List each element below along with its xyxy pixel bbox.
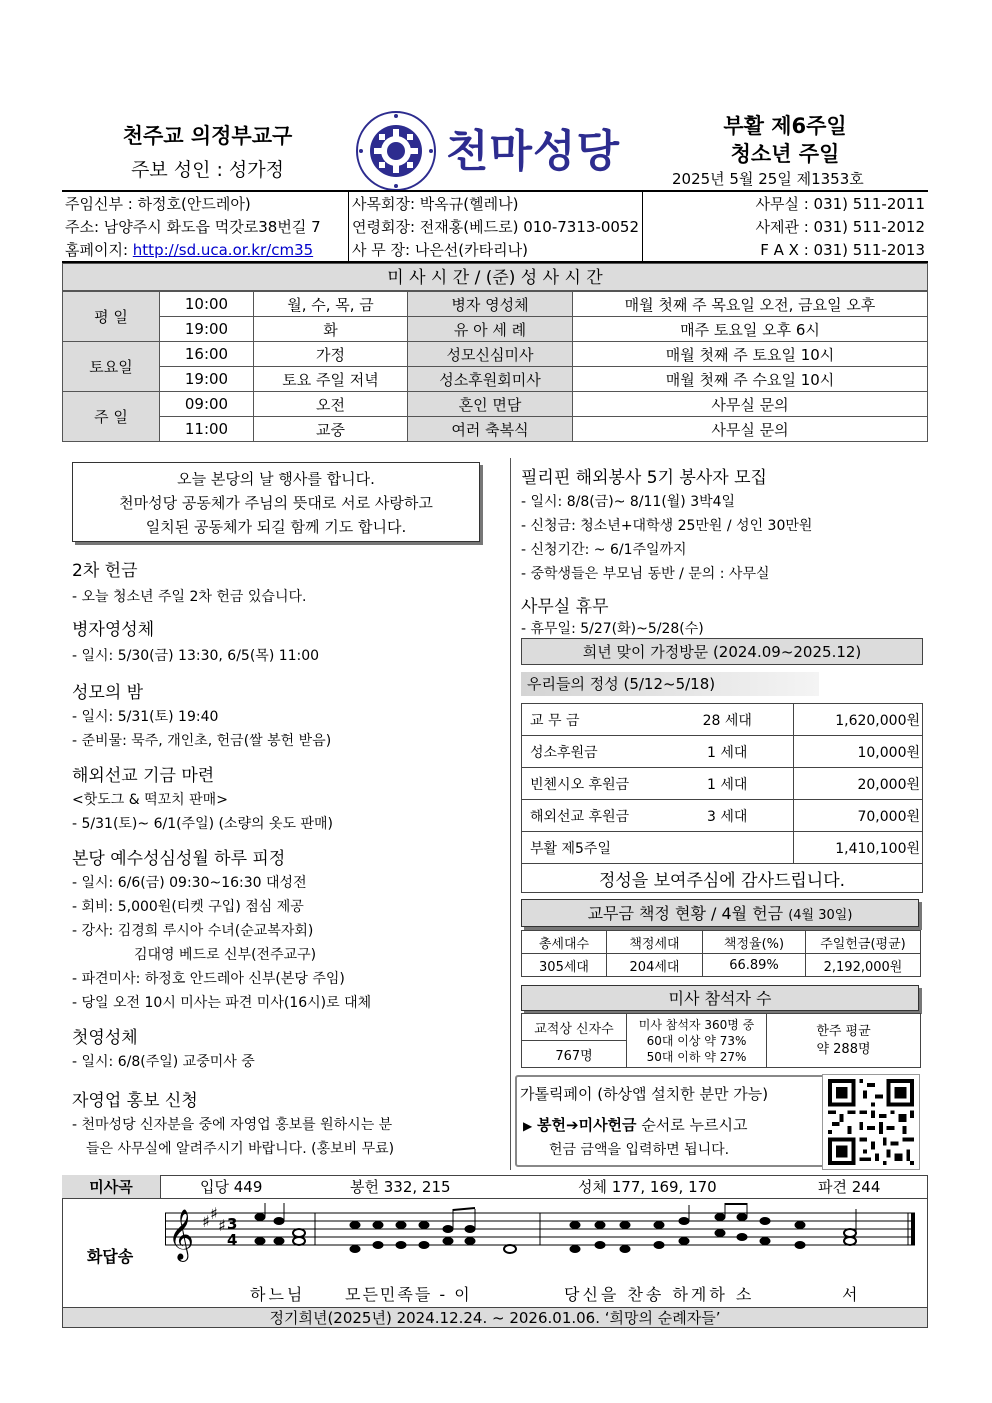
- list-item: - 파견미사: 하정호 안드레아 신부(본당 주임): [72, 971, 345, 987]
- svg-text:4: 4: [227, 1231, 238, 1249]
- giving-count: 28 세대: [662, 704, 794, 736]
- sacrament-name: 성소후원회미사: [408, 367, 573, 392]
- homepage: [62, 238, 349, 262]
- mass-time: 09:00: [160, 392, 254, 417]
- address: 주소: 남양주시 화도읍 먹갓로38번길 7: [62, 215, 349, 238]
- fax-number: F A X : 031) 511-2013: [760, 240, 925, 259]
- table-header: 총세대수: [522, 931, 607, 954]
- attendance-line: 미사 참석자 360명 중: [638, 1017, 755, 1032]
- table-row: [522, 1014, 921, 1041]
- table-cell: 2,192,000원: [806, 954, 921, 977]
- giving-table: [521, 703, 923, 893]
- mass-offering-term: 미사헌금: [578, 1116, 637, 1134]
- participants-table: [521, 1013, 921, 1068]
- table-row: [522, 832, 923, 864]
- mass-schedule-table: [62, 291, 928, 442]
- mass-time: 19:00: [160, 317, 254, 342]
- catholic-pay-title: 가톨릭페이 (하상앱 설치한 분만 가능): [520, 1085, 769, 1103]
- table-cell: 305세대: [522, 954, 607, 977]
- weekly-average: [767, 1014, 921, 1068]
- homepage-link[interactable]: http://sd.uca.or.kr/cm35: [132, 241, 314, 259]
- hymn-numbers-row: [62, 1175, 928, 1199]
- rectory-phone: 사제관 : 031) 511-2012: [755, 218, 925, 236]
- sacrament-time: 매월 첫째 주 목요일 오전, 금요일 오후: [573, 292, 928, 317]
- psalm-lyric: 당신을 찬송 하게하 소: [564, 1285, 755, 1304]
- communion-hymn: 성체 177, 169, 170: [578, 1178, 717, 1196]
- list-item: - 중학생들은 부모님 동반 / 문의 : 사무실: [521, 566, 770, 582]
- svg-text:3: 3: [227, 1215, 238, 1233]
- list-item: - 신청기간: ~ 6/1주일까지: [521, 542, 687, 558]
- issue-date-number: 2025년 5월 25일 제1353호: [672, 170, 864, 188]
- dues-status-table: [521, 930, 921, 977]
- left-column-notices: [72, 556, 492, 1161]
- giving-name: 교 무 금: [522, 704, 662, 736]
- table-row: [63, 367, 928, 392]
- table-header: 주일헌금(평균): [806, 931, 921, 954]
- list-item: - 신청금: 청소년+대학생 25만원 / 성인 30만원: [521, 518, 813, 534]
- giving-name: 빈첸시오 후원금: [522, 768, 662, 800]
- instruction-rest: 순서로 누르시고: [636, 1116, 748, 1134]
- table-row: [522, 864, 923, 893]
- list-item: - 일시: 5/30(금) 13:30, 6/5(목) 11:00: [72, 648, 320, 664]
- sacrament-name: 혼인 면담: [408, 392, 573, 417]
- dues-status-title: [521, 899, 919, 927]
- list-item: - 오늘 청소년 주일 2차 헌금 있습니다.: [72, 589, 307, 605]
- giving-title: 우리들의 정성 (5/12~5/18): [521, 672, 819, 696]
- sunday-theme: 청소년 주일: [730, 142, 840, 166]
- table-row: [522, 768, 923, 800]
- right-column-notices: [521, 463, 926, 641]
- svg-text:𝄞: 𝄞: [168, 1209, 195, 1260]
- parish-day-notice: [72, 462, 480, 542]
- weekday-label: 평 일: [63, 292, 160, 342]
- svg-text:♯: ♯: [210, 1204, 218, 1223]
- attendance-breakdown: [627, 1014, 767, 1068]
- catholic-pay-instruction: [523, 1114, 748, 1135]
- weekly-average-value: 약 288명: [816, 1041, 871, 1057]
- offering-term: 봉헌: [537, 1116, 566, 1134]
- list-item: 김대영 베드로 신부(전주교구): [134, 947, 317, 963]
- list-item: - 일시: 6/6(금) 09:30~16:30 대성전: [72, 875, 307, 891]
- arrow-icon: ➔: [566, 1116, 579, 1134]
- association-president: 연령회장: 전재홍(베드로) 010-7313-0052: [349, 215, 643, 238]
- giving-amount: 10,000원: [794, 736, 923, 768]
- list-item: - 당일 오전 10시 미사는 파견 미사(16시)로 대체: [72, 995, 372, 1011]
- mass-music-label: 미사곡: [62, 1175, 161, 1198]
- psalm-music-staff: [165, 1203, 920, 1273]
- list-item: - 일시: 8/8(금)~ 8/11(월) 3박4일: [521, 494, 736, 510]
- homepage-label: 홈페이지:: [65, 241, 133, 259]
- participants-title: 미사 참석자 수: [521, 985, 919, 1011]
- giving-count: 3 세대: [662, 800, 794, 832]
- list-item: - 휴무일: 5/27(화)~5/28(수): [521, 621, 704, 637]
- notice-line: 오늘 본당의 날 행사를 합니다.: [177, 470, 375, 488]
- triangle-bullet-icon: ▶: [523, 1119, 533, 1133]
- dues-status-date: (4월 30일): [788, 908, 853, 923]
- marian-night-title: 성모의 밤: [72, 683, 144, 703]
- sacrament-time: 사무실 문의: [573, 417, 928, 442]
- giving-count: [662, 832, 794, 864]
- sacrament-name: 여러 축복식: [408, 417, 573, 442]
- sick-communion-title: 병자영성체: [72, 620, 155, 640]
- notice-line: 일치된 공동체가 되길 함께 기도 합니다.: [145, 518, 407, 536]
- retreat-title: 본당 예수성심성월 하루 피정: [72, 849, 286, 869]
- attendance-line: 50대 이하 약 27%: [646, 1049, 747, 1064]
- mass-desc: 오전: [254, 392, 408, 417]
- table-row: [63, 417, 928, 442]
- table-row: [522, 954, 921, 977]
- offertory-hymn: 봉헌 332, 215: [350, 1178, 451, 1196]
- list-item: - 일시: 5/31(토) 19:40: [72, 709, 219, 725]
- church-info-table: [62, 190, 928, 263]
- list-item: - 준비물: 묵주, 개인초, 헌금(쌀 봉헌 받음): [72, 733, 332, 749]
- psalm-lyric: 서: [842, 1285, 858, 1304]
- list-item: - 천마성당 신자분을 중에 자영업 홍보를 원하시는 분: [72, 1117, 393, 1133]
- mass-time: 10:00: [160, 292, 254, 317]
- sunday-label: 주 일: [63, 392, 160, 442]
- giving-amount: 1,620,000원: [794, 704, 923, 736]
- sacrament-time: 사무실 문의: [573, 392, 928, 417]
- giving-name: 성소후원금: [522, 736, 662, 768]
- home-visit-banner: 희년 맞이 가정방문 (2024.09~2025.12): [521, 638, 923, 665]
- giving-name: 해외선교 후원금: [522, 800, 662, 832]
- notice-line: 천마성당 공동체가 주님의 뜻대로 서로 사랑하고: [119, 494, 433, 512]
- second-collection-title: 2차 헌금: [72, 561, 138, 581]
- patron-saint: 주보 성인 : 성가정: [131, 159, 284, 181]
- sacrament-time: 매주 토요일 오후 6시: [573, 317, 928, 342]
- giving-amount: 70,000원: [794, 800, 923, 832]
- list-item: - 5/31(토)~ 6/1(주일) (소량의 옷도 판매): [72, 816, 334, 832]
- list-item: <핫도그 & 떡꼬치 판매>: [72, 792, 228, 808]
- sacrament-time: 매월 첫째 주 토요일 10시: [573, 342, 928, 367]
- table-header: 책정세대: [607, 931, 703, 954]
- mass-desc: 화: [254, 317, 408, 342]
- giving-count: 1 세대: [662, 736, 794, 768]
- giving-amount: 20,000원: [794, 768, 923, 800]
- mass-desc: 월, 수, 목, 금: [254, 292, 408, 317]
- attendance-line: 60대 이상 약 73%: [646, 1033, 747, 1048]
- liturgical-sunday: 부활 제6주일: [723, 114, 847, 138]
- office-phone: 사무실 : 031) 511-2011: [755, 195, 925, 213]
- parishioner-count-value: 767명: [522, 1041, 627, 1068]
- table-row: [63, 317, 928, 342]
- pastor: 주임신부 : 하정호(안드레아): [62, 191, 349, 215]
- list-item: - 회비: 5,000원(티켓 구입) 점심 제공: [72, 899, 304, 915]
- weekly-average-label: 한주 평균: [816, 1023, 871, 1039]
- qr-code[interactable]: [822, 1074, 920, 1170]
- table-row: [522, 704, 923, 736]
- council-president: 사목회장: 박옥규(헬레나): [349, 191, 643, 215]
- table-cell: 204세대: [607, 954, 703, 977]
- list-item: - 강사: 김경희 루시아 수녀(순교복자회): [72, 923, 314, 939]
- list-item: 들은 사무실에 알려주시기 바랍니다. (홍보비 무료): [86, 1141, 395, 1157]
- mass-desc: 토요 주일 저녁: [254, 367, 408, 392]
- church-name-logo: 천마성당: [446, 126, 621, 177]
- office-closed-title: 사무실 휴무: [521, 597, 609, 617]
- mass-desc: 교중: [254, 417, 408, 442]
- parishioner-count-label: 교적상 신자수: [522, 1014, 627, 1041]
- giving-amount: 1,410,100원: [794, 832, 923, 864]
- first-communion-title: 첫영성체: [72, 1028, 138, 1048]
- entrance-hymn: 입당 449: [200, 1178, 263, 1196]
- giving-thanks: 정성을 보여주심에 감사드립니다.: [522, 864, 923, 893]
- table-row: [522, 736, 923, 768]
- giving-count: 1 세대: [662, 768, 794, 800]
- mass-time: 16:00: [160, 342, 254, 367]
- psalm-lyric: 하느님: [250, 1285, 306, 1304]
- list-item: - 일시: 6/8(주일) 교중미사 중: [72, 1054, 255, 1070]
- table-header: 책정율(%): [703, 931, 806, 954]
- psalm-label: 화답송: [86, 1247, 134, 1266]
- table-row: [63, 392, 928, 417]
- table-row: [63, 342, 928, 367]
- sacrament-time: 매월 첫째 주 수요일 10시: [573, 367, 928, 392]
- diocese-name: 천주교 의정부교구: [122, 124, 293, 148]
- diocese-seal-logo: [355, 110, 437, 192]
- table-row: [522, 800, 923, 832]
- sacrament-name: 유 아 세 례: [408, 317, 573, 342]
- catholic-pay-instruction-2: 헌금 금액을 입력하면 됩니다.: [549, 1142, 730, 1158]
- mass-schedule-title: 미 사 시 간 / (준) 성 사 시 간: [62, 263, 928, 291]
- table-row: [522, 931, 921, 954]
- svg-text:♯: ♯: [218, 1216, 226, 1235]
- business-promo-title: 자영업 홍보 신청: [72, 1091, 198, 1111]
- table-row: [63, 292, 928, 317]
- office-manager: 사 무 장: 나은선(카타리나): [349, 238, 643, 262]
- jubilee-footer: 정기희년(2025년) 2024.12.24. ~ 2026.01.06. ‘희망의 순례자들’: [62, 1307, 928, 1328]
- mission-fund-title: 해외선교 기금 마련: [72, 766, 215, 786]
- svg-text:♯: ♯: [202, 1212, 210, 1231]
- mass-time: 19:00: [160, 367, 254, 392]
- philippines-volunteer-title: 필리핀 해외봉사 5기 봉사자 모집: [521, 468, 767, 488]
- dues-status-label: 교무금 책정 현황 / 4월 헌금: [587, 904, 784, 923]
- saturday-label: 토요일: [63, 342, 160, 392]
- mass-desc: 가정: [254, 342, 408, 367]
- dismissal-hymn: 파견 244: [818, 1178, 881, 1196]
- column-divider: [510, 458, 511, 1170]
- table-cell: 66.89%: [703, 954, 806, 977]
- sacrament-name: 성모신심미사: [408, 342, 573, 367]
- giving-name: 부활 제5주일: [522, 832, 662, 864]
- sacrament-name: 병자 영성체: [408, 292, 573, 317]
- psalm-lyric: 모든민족들 - 이: [345, 1285, 472, 1304]
- mass-time: 11:00: [160, 417, 254, 442]
